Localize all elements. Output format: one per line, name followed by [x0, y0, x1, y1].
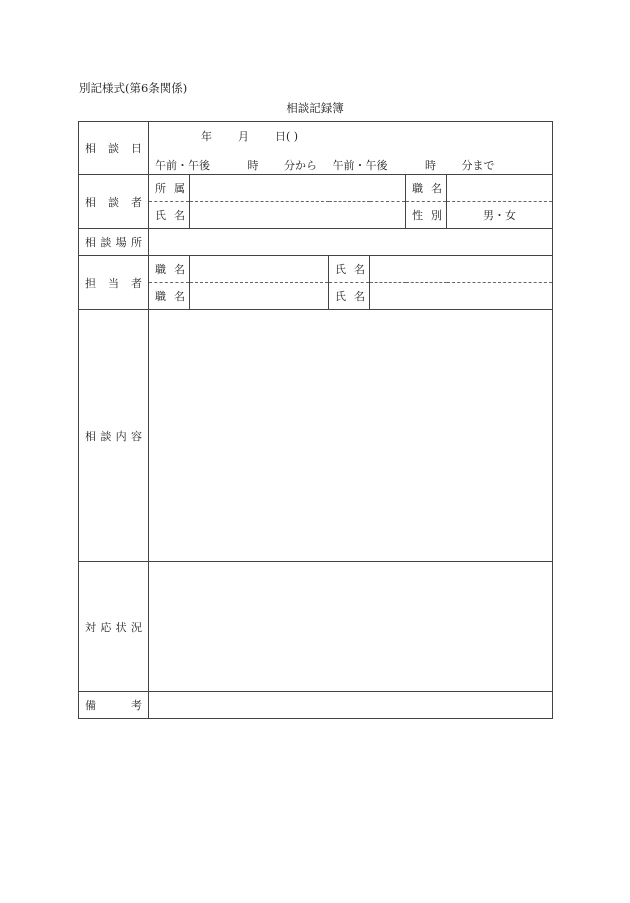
staff1-job-field[interactable]	[190, 256, 329, 283]
staff1-name-label: 氏 名	[329, 256, 370, 283]
content-label: 相 談 内 容	[79, 310, 149, 562]
date-line: 年 月 日( )	[201, 130, 299, 143]
affiliation-label: 所 属	[149, 175, 190, 202]
gender-label: 性 別	[406, 202, 447, 229]
staff1-name-field[interactable]	[370, 256, 553, 283]
consultant-job-label: 職 名	[406, 175, 447, 202]
staff2-job-label: 職 名	[149, 283, 190, 310]
consultation-record-table	[78, 121, 553, 719]
staff2-name-field[interactable]	[370, 283, 553, 310]
consultant-name-label: 氏 名	[149, 202, 190, 229]
place-field[interactable]	[149, 229, 553, 256]
gender-field[interactable]: 男・女	[447, 202, 553, 229]
response-label: 対 応 状 況	[79, 562, 149, 692]
consultant-label: 相 談 者	[79, 175, 149, 229]
place-label: 相 談 場 所	[79, 229, 149, 256]
staff-label: 担 当 者	[79, 256, 149, 310]
staff2-job-field[interactable]	[190, 283, 329, 310]
remarks-field[interactable]	[149, 692, 553, 719]
content-field[interactable]	[149, 310, 553, 562]
affiliation-field[interactable]	[190, 175, 406, 202]
response-field[interactable]	[149, 562, 553, 692]
staff2-name-label: 氏 名	[329, 283, 370, 310]
consultant-job-field[interactable]	[447, 175, 553, 202]
form-number-note: 別記様式(第6条関係)	[79, 81, 188, 95]
date-field[interactable]	[149, 122, 553, 175]
form-title: 相談記録簿	[286, 101, 344, 115]
date-label: 相 談 日	[79, 122, 149, 175]
remarks-label: 備 考	[79, 692, 149, 719]
consultant-name-field[interactable]	[190, 202, 406, 229]
time-line: 午前・午後 時 分から 午前・午後 時 分まで	[155, 159, 495, 172]
staff1-job-label: 職 名	[149, 256, 190, 283]
